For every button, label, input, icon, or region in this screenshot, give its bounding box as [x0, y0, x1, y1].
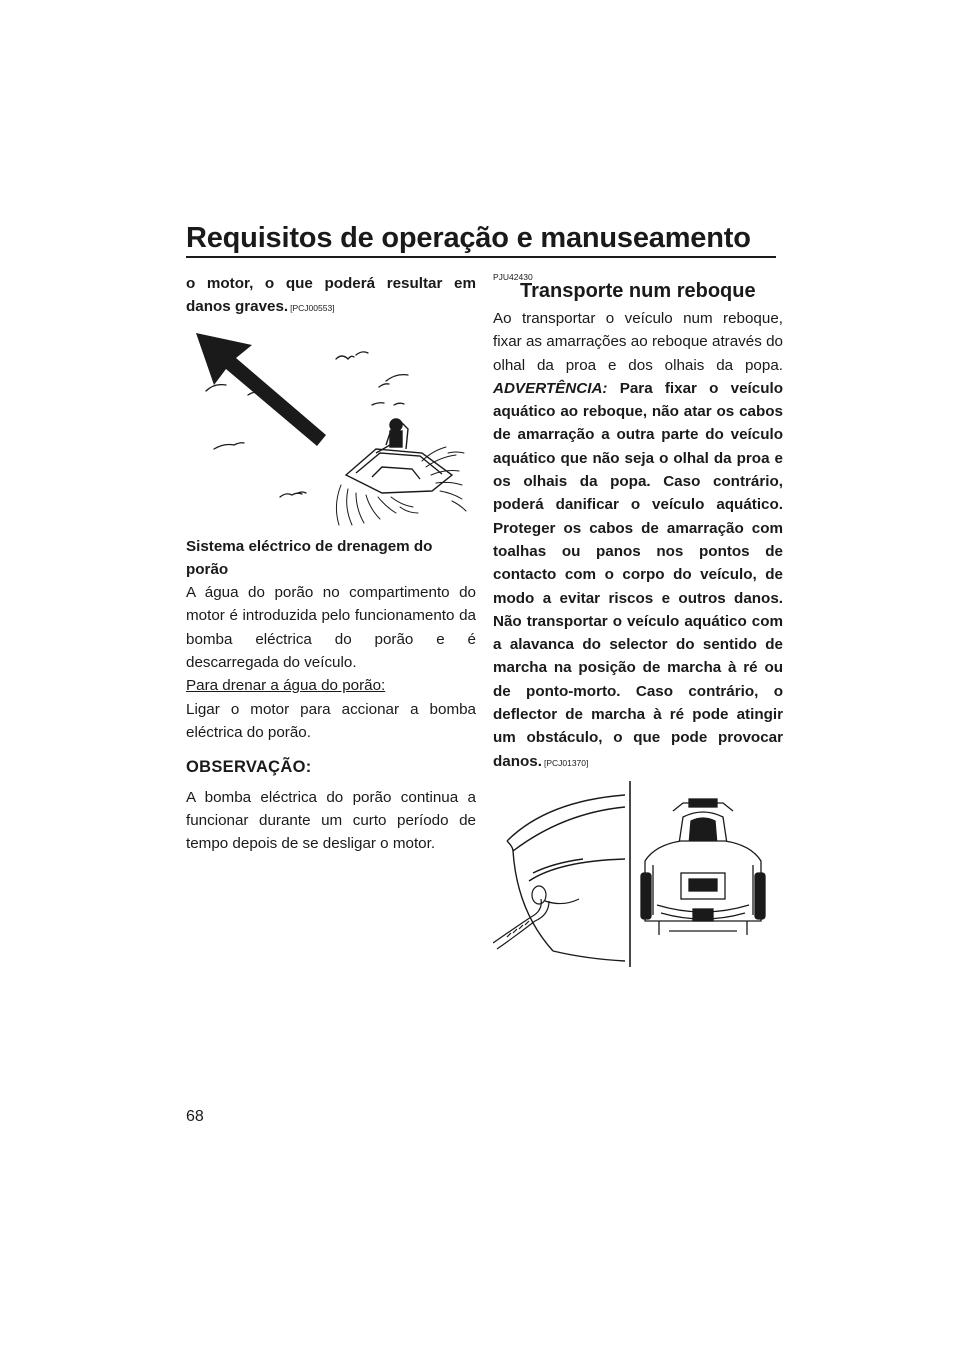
note-text: A bomba eléctrica do porão continua a funcionar durante um curto período de tempo depois de se desligar o motor. [186, 788, 476, 853]
drain-instruction: Ligar o motor para accionar a bomba eléctrica do porão. [186, 700, 476, 741]
section-code: PJU42430 [493, 272, 533, 282]
intro-text: Ao transportar o veículo num reboque, fixar as amarrações ao reboque através do olhal da proa e dos olhais da popa. [493, 310, 783, 374]
warning-code: [PCJ01370] [543, 757, 589, 768]
title-rule [186, 256, 776, 258]
warning-text: Para fixar o veículo aquático ao reboque, não atar os cabos de amarração a outra parte do veículo aquático que não seja o olhal da proa e os olhais da popa. Caso contrário, poderá danificar o veículo aquático. Proteger os cabos de amarração com toalhas ou panos nos pontos de contacto com o corpo do veículo, de modo a evitar riscos e outros danos. Não transportar o veículo aquático com a alavanca do selector do sentido de marcha na posição de marcha à ré ou de ponto-morto. Caso contrário, o deflector de marcha à ré pode atingir um obstáculo, o que pode provocar danos. [493, 379, 783, 770]
jetski-wake-illustration [186, 325, 476, 535]
tie-down-illustration [493, 781, 783, 967]
warning-label: ADVERTÊNCIA: [493, 379, 608, 397]
right-column [493, 272, 783, 967]
trailer-illustrations [493, 781, 783, 967]
note-heading: OBSERVAÇÃO: [186, 758, 312, 777]
section-title: Transporte num reboque [520, 280, 756, 302]
direction-arrow-icon [196, 333, 326, 446]
page-title: Requisitos de operação e manuseamento [186, 222, 751, 254]
drain-instruction-label: Para drenar a água do porão: [186, 677, 386, 695]
section-body [493, 307, 783, 775]
warning-continuation [186, 272, 476, 321]
page-number: 68 [186, 1108, 204, 1125]
continuation-text: o motor, o que poderá resultar em danos graves. [186, 275, 476, 316]
drainage-subheading: Sistema eléctrico de drenagem do porão [186, 537, 433, 578]
left-column [186, 272, 476, 855]
drainage-paragraph: A água do porão no compartimento do motor é introduzida pelo funcionamento da bomba eléctrica do porão e é descarregada do veículo. [186, 584, 476, 672]
continuation-code: [PCJ00553] [290, 303, 335, 314]
